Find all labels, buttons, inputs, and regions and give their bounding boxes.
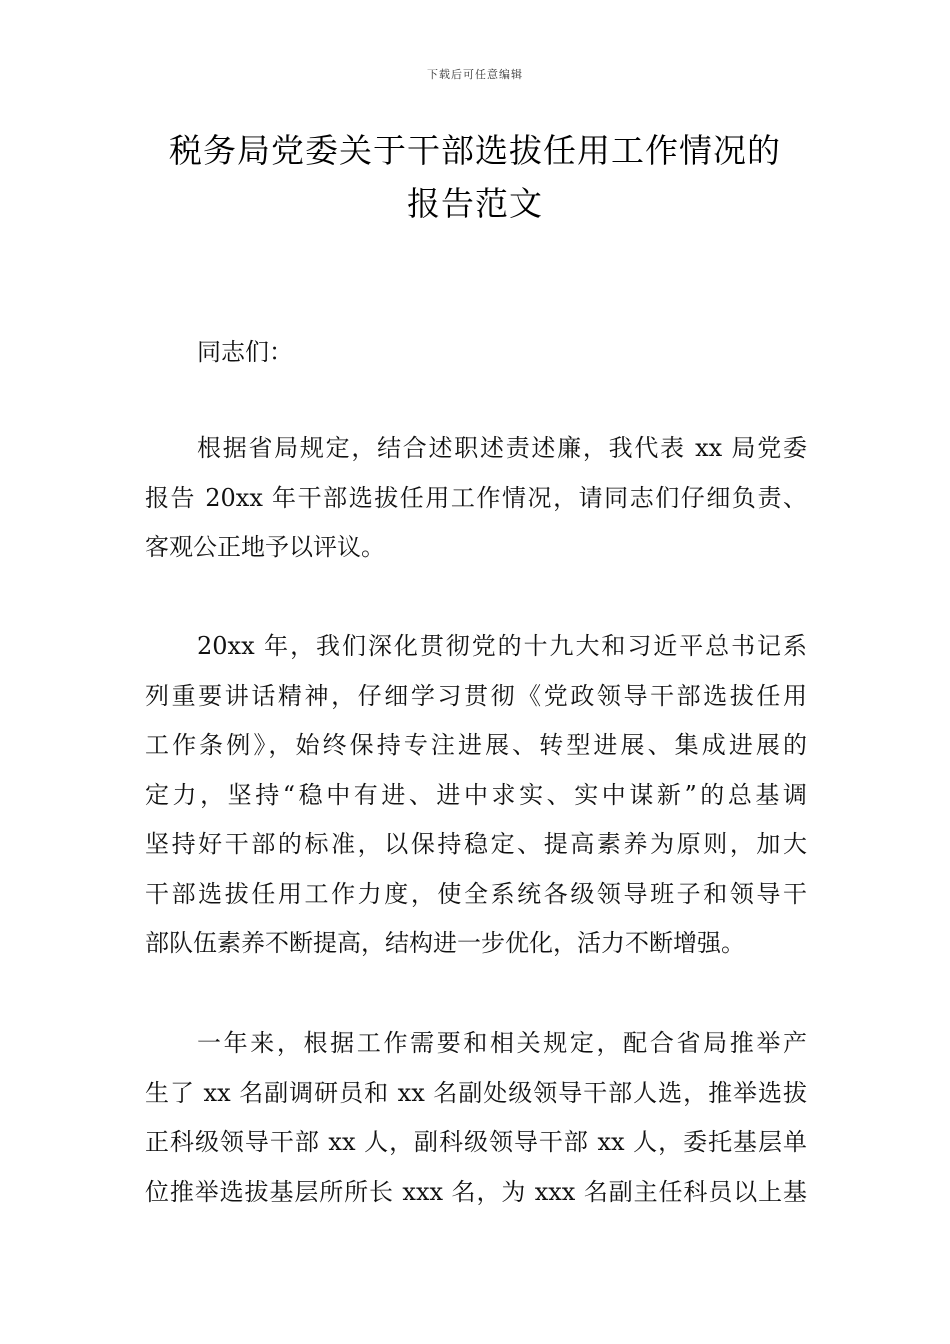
paragraph-line: 位推举选拔基层所所长 xxx 名，为 xxx 名副主任科员以上基 [145,1177,807,1206]
paragraph [145,622,807,969]
salutation: 同志们： [197,338,293,366]
title-line: 税务局党委关于干部选拔任用工作情况的 [169,131,781,170]
title-line: 报告范文 [407,184,543,223]
paragraph-line: 一年来，根据工作需要和相关规定，配合省局推举产 [197,1029,807,1057]
paragraph-line: 根据省局规定，结合述职述责述廉，我代表 xx 局党委 [197,434,807,462]
paragraph-line: 生了 xx 名副调研员和 xx 名副处级领导干部人选，推举选拔 [145,1078,807,1107]
paragraph-line: 工作条例》，始终保持专注进展、转型进展、集成进展的 [145,731,807,759]
header-note: 下载后可任意编辑 [427,68,523,81]
paragraph-line: 客观公正地予以评议。 [145,533,385,561]
paragraph-line: 干部选拔任用工作力度，使全系统各级领导班子和领导干 [145,879,807,908]
paragraph-line: 列重要讲话精神，仔细学习贯彻《党政领导干部选拔任用 [145,681,807,710]
document-title [120,124,830,230]
paragraph-line: 坚持好干部的标准，以保持稳定、提高素养为原则，加大 [145,830,807,858]
paragraph-line: 正科级领导干部 xx 人，副科级领导干部 xx 人，委托基层单 [145,1128,807,1156]
paragraph-line: 20xx 年，我们深化贯彻党的十九大和习近平总书记系 [197,632,807,660]
paragraph [145,1019,807,1217]
paragraph-line: 部队伍素养不断提高，结构进一步优化，活力不断增强。 [145,929,745,957]
paragraph [145,424,807,573]
paragraph-line: 报告 20xx 年干部选拔任用工作情况，请同志们仔细负责、 [145,483,807,512]
paragraph-line: 定力，坚持“稳中有进、进中求实、实中谋新”的总基调 [145,780,807,809]
